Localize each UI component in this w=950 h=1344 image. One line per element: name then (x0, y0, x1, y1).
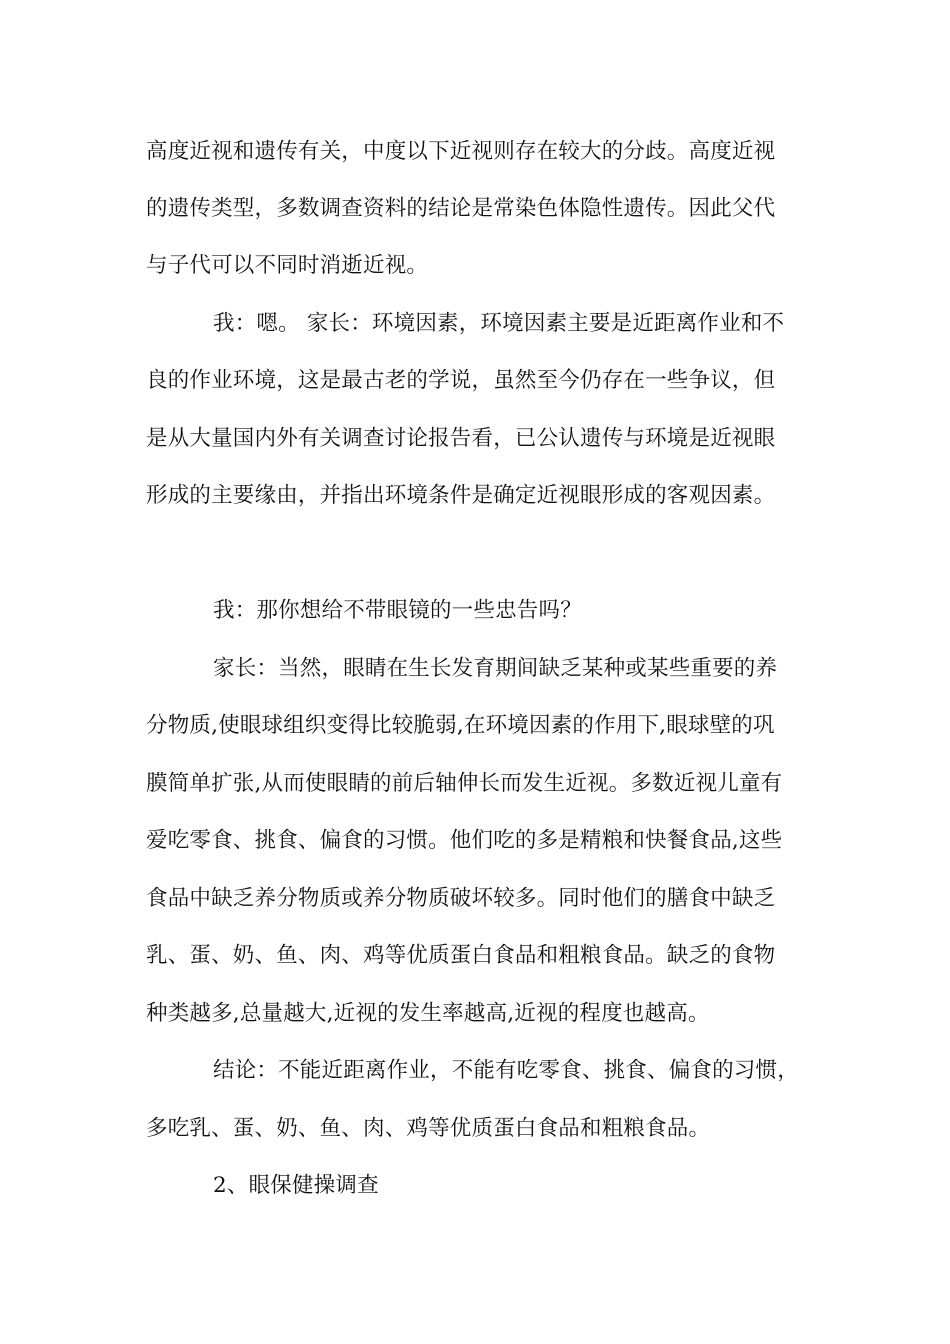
text-line-9: 家长：当然，眼睛在生长发育期间缺乏某种或某些重要的养 (213, 656, 778, 681)
text-line-16: 结论：不能近距离作业，不能有吃零食、挑食、偏食的习惯， (213, 1058, 799, 1083)
text-line-10: 分物质,使眼球组织变得比较脆弱,在环境因素的作用下,眼球壁的巩 (146, 713, 775, 738)
section-heading: 2、眼保健操调查 (213, 1173, 379, 1198)
text-line-11: 膜简单扩张,从而使眼睛的前后轴伸长而发生近视。多数近视儿童有 (146, 771, 783, 796)
text-line-15: 种类越多,总量越大,近视的发生率越高,近视的程度也越高。 (146, 1001, 710, 1026)
text-line-12: 爱吃零食、挑食、偏食的习惯。他们吃的多是精粮和快餐食品,这些 (146, 828, 783, 853)
text-line-3: 与子代可以不同时消逝近视。 (146, 253, 429, 278)
text-line-13: 食品中缺乏养分物质或养分物质破坏较多。同时他们的膳食中缺乏 (146, 886, 776, 911)
text-line-7: 形成的主要缘由，并指出环境条件是确定近视眼形成的客观因素。 (146, 483, 776, 508)
text-line-4: 我：嗯。 家长：环境因素，环境因素主要是近距离作业和不 (213, 311, 785, 336)
text-line-6: 是从大量国内外有关调查讨论报告看，已公认遗传与环境是近视眼 (146, 426, 776, 451)
text-line-8: 我：那你想给不带眼镜的一些忠告吗？ (213, 598, 582, 623)
text-line-14: 乳、蛋、奶、鱼、肉、鸡等优质蛋白食品和粗粮食品。缺乏的食物 (146, 943, 776, 968)
text-line-1: 高度近视和遗传有关，中度以下近视则存在较大的分歧。高度近视 (146, 139, 776, 164)
text-line-5: 良的作业环境，这是最古老的学说，虽然至今仍存在一些争议，但 (146, 368, 776, 393)
text-line-17: 多吃乳、蛋、奶、鱼、肉、鸡等优质蛋白食品和粗粮食品。 (146, 1116, 711, 1141)
text-line-2: 的遗传类型，多数调查资料的结论是常染色体隐性遗传。因此父代 (146, 196, 776, 221)
